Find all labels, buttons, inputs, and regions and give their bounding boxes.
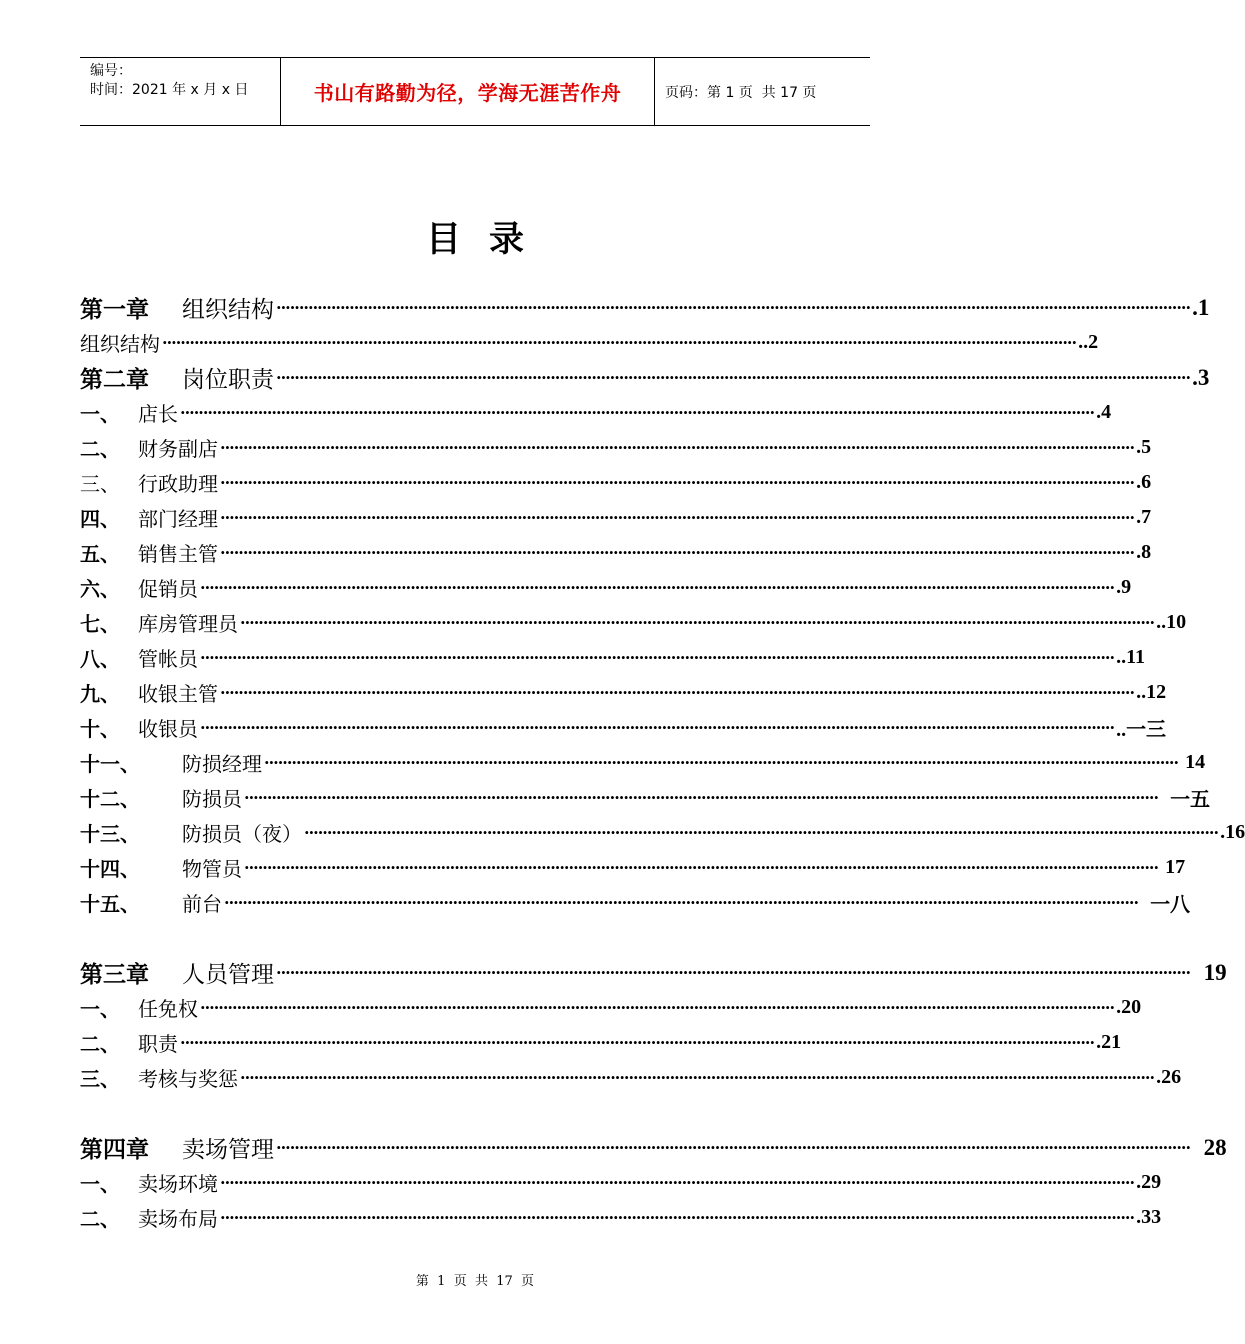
toc-entry[interactable]: [80, 360, 1210, 395]
toc-entry[interactable]: [80, 850, 1186, 885]
toc-entry-page: 14: [1180, 751, 1206, 773]
toc-entry-page: 17: [1160, 856, 1186, 878]
toc-dot-leader: ········································································································································································································: [276, 298, 1191, 317]
toc-dot-leader: ········································································································································································································: [244, 858, 1159, 877]
toc-entry-number: 十一、: [80, 752, 140, 776]
toc-entry[interactable]: [80, 325, 1099, 360]
toc-entry-number: 一、: [80, 402, 120, 426]
toc-entry-page: .20: [1116, 996, 1142, 1018]
toc-entry-number: 二、: [80, 437, 120, 461]
toc-entry[interactable]: [80, 465, 1152, 500]
toc-entry-label: 卖场环境: [138, 1172, 218, 1196]
toc-entry[interactable]: [80, 1165, 1162, 1200]
header-page-info: [655, 58, 870, 125]
toc-entry-label: 库房管理员: [138, 612, 238, 636]
toc-dot-leader: ········································································································································································································: [200, 718, 1115, 737]
toc-entry-number: 一、: [80, 997, 120, 1021]
toc-entry[interactable]: [80, 1060, 1182, 1095]
toc-dot-leader: ········································································································································································································: [264, 753, 1179, 772]
toc-entry[interactable]: [80, 535, 1152, 570]
toc-entry[interactable]: [80, 955, 1227, 990]
page-info-text: 页码：第 1 页 共 17 页: [665, 84, 817, 101]
toc-entry[interactable]: [80, 885, 1191, 920]
toc-dot-leader: ········································································································································································································: [220, 508, 1135, 527]
page-title: 目录: [425, 220, 552, 260]
toc-entry-number: 十五、: [80, 892, 140, 916]
toc-entry-label: 物管员: [182, 857, 242, 881]
toc-entry-number: 三、: [80, 1067, 120, 1091]
toc-entry-number: 三、: [80, 472, 120, 496]
toc-entry-number: 第四章: [80, 1137, 149, 1163]
toc-entry[interactable]: [80, 640, 1145, 675]
toc-entry-number: 九、: [80, 682, 120, 706]
toc-entry-label: 财务副店: [138, 437, 218, 461]
toc-entry-label: 店长: [138, 402, 178, 426]
number-label: 编号：: [90, 63, 132, 79]
toc-entry-number: 第一章: [80, 297, 149, 323]
toc-dot-leader: ········································································································································································································: [220, 438, 1135, 457]
toc-dot-leader: ········································································································································································································: [240, 1068, 1155, 1087]
toc-entry-label: 防损员（夜）: [182, 822, 302, 846]
toc-entry-page: 一五: [1160, 789, 1211, 811]
toc-entry-number: 六、: [80, 577, 120, 601]
toc-entry-label: 组织结构: [80, 332, 160, 356]
toc-entry-number: 十三、: [80, 822, 140, 846]
toc-entry-page: .8: [1136, 541, 1152, 563]
toc-dot-leader: ········································································································································································································: [220, 473, 1135, 492]
toc-entry[interactable]: [80, 710, 1167, 745]
toc-entry-number: 十二、: [80, 787, 140, 811]
toc-entry-number: 十四、: [80, 857, 140, 881]
toc-entry[interactable]: [80, 605, 1187, 640]
toc-entry-number: 二、: [80, 1207, 120, 1231]
toc-entry-page: ..2: [1078, 331, 1099, 353]
toc-entry[interactable]: [80, 395, 1112, 430]
toc-entry-label: 岗位职责: [182, 367, 274, 393]
toc-dot-leader: ········································································································································································································: [304, 823, 1219, 842]
toc-entry-label: 促销员: [138, 577, 198, 601]
toc-entry-number: 二、: [80, 1032, 120, 1056]
toc-entry-page: .6: [1136, 471, 1152, 493]
toc-entry-page: ..10: [1156, 611, 1187, 633]
toc-entry-page: 28: [1192, 1134, 1227, 1160]
toc-dot-leader: ········································································································································································································: [200, 648, 1115, 667]
toc-entry-label: 前台: [182, 892, 222, 916]
toc-entry-number: 四、: [80, 507, 120, 531]
toc-dot-leader: ········································································································································································································: [162, 333, 1077, 352]
toc-entry[interactable]: [80, 815, 1245, 850]
toc-entry-page: .3: [1192, 364, 1210, 390]
toc-dot-leader: ········································································································································································································: [244, 788, 1159, 807]
toc-entry-page: .16: [1220, 821, 1245, 843]
toc-entry-page: .26: [1156, 1066, 1182, 1088]
toc-dot-leader: ········································································································································································································: [200, 578, 1115, 597]
toc-dot-leader: ········································································································································································································: [180, 403, 1095, 422]
toc-entry-label: 人员管理: [182, 962, 274, 988]
toc-dot-leader: ········································································································································································································: [220, 1173, 1135, 1192]
toc-entry-page: .29: [1136, 1171, 1162, 1193]
toc-entry-number: 十、: [80, 717, 120, 741]
toc-entry-page: ..一三: [1116, 719, 1167, 741]
toc-dot-leader: ········································································································································································································: [276, 963, 1191, 982]
toc-entry-label: 管帐员: [138, 647, 198, 671]
toc-entry[interactable]: [80, 675, 1167, 710]
toc-entry-page: .4: [1096, 401, 1112, 423]
toc-entry-page: 19: [1192, 959, 1227, 985]
toc-dot-leader: ········································································································································································································: [220, 543, 1135, 562]
toc-entry-label: 防损员: [182, 787, 242, 811]
toc-entry-label: 考核与奖惩: [138, 1067, 238, 1091]
toc-entry-label: 销售主管: [138, 542, 218, 566]
toc-entry[interactable]: [80, 570, 1132, 605]
toc-entry-number: 一、: [80, 1172, 120, 1196]
toc-dot-leader: ········································································································································································································: [224, 893, 1139, 912]
toc-entry-label: 行政助理: [138, 472, 218, 496]
toc-entry-label: 职责: [138, 1032, 178, 1056]
toc-entry[interactable]: [80, 780, 1211, 815]
toc-dot-leader: ········································································································································································································: [240, 613, 1155, 632]
toc-entry[interactable]: [80, 745, 1206, 780]
toc-entry[interactable]: [80, 1130, 1227, 1165]
toc-dot-leader: ········································································································································································································: [180, 1033, 1095, 1052]
toc-entry[interactable]: [80, 1200, 1162, 1235]
toc-dot-leader: ········································································································································································································: [220, 683, 1135, 702]
toc-dot-leader: ········································································································································································································: [200, 998, 1115, 1017]
toc-entry-page: ..11: [1116, 646, 1145, 668]
toc-dot-leader: ········································································································································································································: [276, 368, 1191, 387]
toc-entry-number: 第二章: [80, 367, 149, 393]
toc-entry-label: 任免权: [138, 997, 198, 1021]
toc-entry[interactable]: [80, 1025, 1122, 1060]
toc-entry-page: .9: [1116, 576, 1132, 598]
toc-entry-label: 收银员: [138, 717, 198, 741]
toc-entry-label: 防损经理: [182, 752, 262, 776]
toc-entry[interactable]: [80, 500, 1152, 535]
page-header: [80, 57, 870, 126]
toc-entry-label: 组织结构: [182, 297, 274, 323]
toc-entry[interactable]: [80, 990, 1142, 1025]
toc-entry-label: 部门经理: [138, 507, 218, 531]
footer-text: 第 1 页 共 17 页: [415, 1274, 535, 1289]
toc-entry-page: .21: [1096, 1031, 1122, 1053]
toc-entry-page: .7: [1136, 506, 1152, 528]
header-meta: [80, 58, 281, 125]
toc-entry[interactable]: [80, 290, 1210, 325]
page-footer: [0, 1270, 950, 1289]
toc-entry-number: 七、: [80, 612, 120, 636]
toc-entry-number: 八、: [80, 647, 120, 671]
toc-entry-label: 卖场管理: [182, 1137, 274, 1163]
toc-entry[interactable]: [80, 430, 1152, 465]
toc-dot-leader: ········································································································································································································: [220, 1208, 1135, 1227]
toc-entry-page: 一八: [1140, 894, 1191, 916]
toc-entry-number: 第三章: [80, 962, 149, 988]
toc-entry-label: 卖场布局: [138, 1207, 218, 1231]
toc-dot-leader: ········································································································································································································: [276, 1138, 1191, 1157]
toc-entry-page: .5: [1136, 436, 1152, 458]
toc-entry-label: 收银主管: [138, 682, 218, 706]
header-motto: 书山有路勤为径，学海无涯苦作舟: [281, 58, 655, 125]
toc-entry-page: ..12: [1136, 681, 1167, 703]
time-label: 时间：2021 年 x 月 x 日: [90, 82, 249, 98]
toc-entry-page: .33: [1136, 1206, 1162, 1228]
toc-entry-page: .1: [1192, 294, 1210, 320]
toc-entry-number: 五、: [80, 542, 120, 566]
